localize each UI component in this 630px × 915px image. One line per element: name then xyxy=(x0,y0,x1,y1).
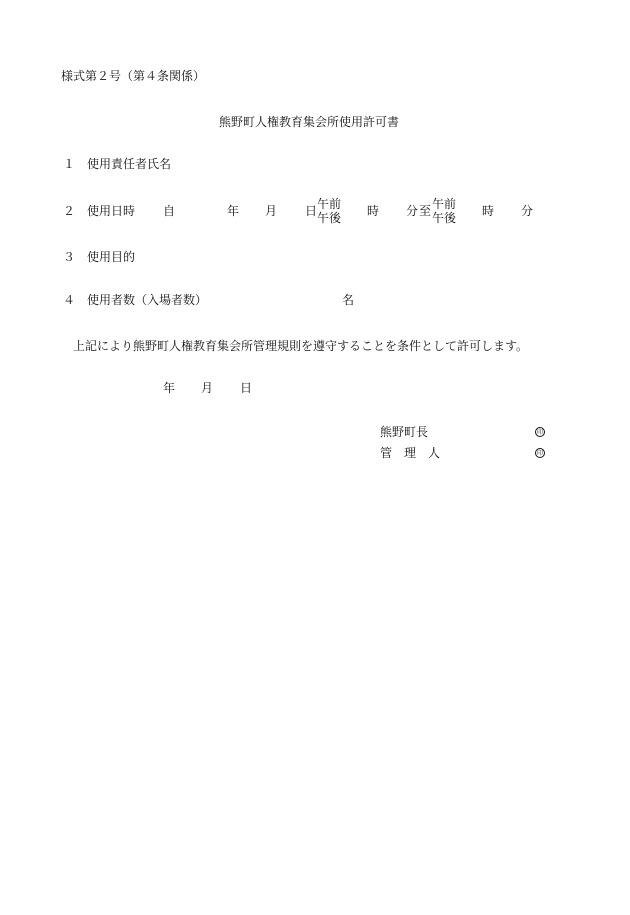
mayor-label: 熊野町長 xyxy=(380,425,429,439)
item-1-label: 使用責任者氏名 xyxy=(87,157,172,171)
item-2-from: 自 xyxy=(163,204,176,218)
item-2-end-pm: 午後 xyxy=(432,211,457,225)
item-2-end-minute: 分 xyxy=(521,204,534,218)
item-2-end-ampm xyxy=(432,197,456,225)
item-3-number: ３ xyxy=(63,250,76,264)
approval-statement: 上記により熊野町人権教育集会所管理規則を遵守することを条件として許可します。 xyxy=(73,339,529,353)
manager-label: 管 理 人 xyxy=(380,446,441,460)
item-2-start-am: 午前 xyxy=(317,197,342,211)
item-4-unit: 名 xyxy=(342,293,355,307)
item-2-day: 日 xyxy=(305,204,318,218)
item-2-end-hour: 時 xyxy=(482,204,495,218)
item-2-end-am: 午前 xyxy=(432,197,457,211)
form-number: 様式第２号（第４条関係） xyxy=(61,69,206,83)
document-title: 熊野町人権教育集会所使用許可書 xyxy=(219,115,400,129)
item-2-start-ampm xyxy=(317,197,341,225)
date-day: 日 xyxy=(240,381,253,395)
item-1-number: １ xyxy=(63,157,76,171)
item-3-label: 使用目的 xyxy=(87,250,136,264)
item-2-number: ２ xyxy=(63,204,76,218)
manager-seal-icon: 印 xyxy=(536,450,543,457)
item-2-month: 月 xyxy=(265,204,278,218)
item-2-year: 年 xyxy=(227,204,240,218)
item-4-number: ４ xyxy=(63,293,76,307)
date-month: 月 xyxy=(201,381,214,395)
item-4-label: 使用者数（入場者数） xyxy=(87,293,208,307)
item-2-start-hour: 時 xyxy=(367,204,380,218)
item-2-start-minute: 分 xyxy=(406,204,419,218)
item-2-label: 使用日時 xyxy=(87,204,136,218)
item-2-to: 至 xyxy=(419,204,432,218)
date-year: 年 xyxy=(163,381,176,395)
item-2-start-pm: 午後 xyxy=(317,211,342,225)
mayor-seal-icon: 印 xyxy=(536,429,543,436)
